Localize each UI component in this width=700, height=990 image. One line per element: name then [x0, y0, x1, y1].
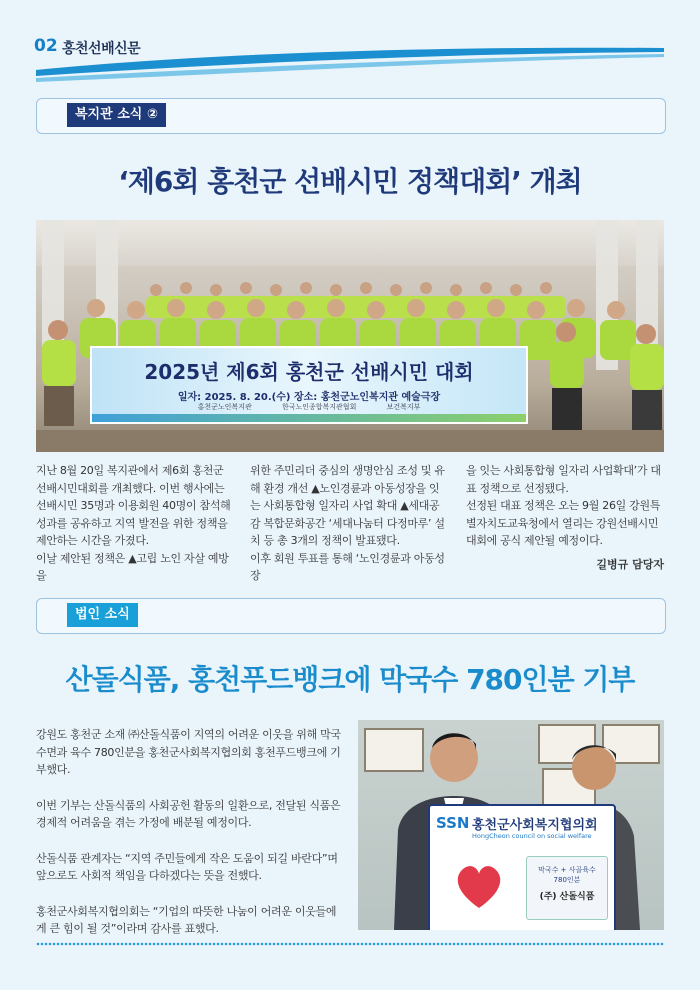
- event-banner: [90, 346, 528, 424]
- paragraph: 홍천군사회복지협의회는 “기업의 따뜻한 나눔이 어려운 이웃들에게 큰 힘이 될 것”이라며 감사를 표했다.: [36, 904, 337, 935]
- event-photo: [36, 220, 664, 452]
- article-column-3: [466, 462, 662, 550]
- section-header-corporation: [36, 598, 666, 634]
- donation-card: [526, 856, 608, 920]
- paragraph: 선정된 대표 정책은 오는 9월 26일 강원특별자치도교육청에서 열리는 강원선배시민대회에 공식 제안될 예정이다.: [466, 499, 661, 547]
- banner-logos: [92, 402, 526, 412]
- card-item: 막국수 + 사골육수: [538, 866, 596, 874]
- section-tag: 법인 소식: [67, 603, 138, 627]
- sign-organization-name: 홍천군사회복지협의회: [472, 818, 598, 833]
- paragraph: 이번 기부는 산돌식품의 사회공헌 활동의 일환으로, 전달된 식품은 경제적 어려움을 겪는 가정에 배분될 예정이다.: [36, 798, 341, 829]
- article-headline: 산돌식품, 홍천푸드뱅크에 막국수 780인분 기부: [65, 663, 635, 696]
- article-headline: ‘제6회 홍천군 선배시민 정책대회’ 개최: [118, 165, 582, 198]
- article-column-2: [250, 462, 446, 585]
- article-column-1: [36, 462, 232, 585]
- section-header-welfare: [36, 98, 666, 134]
- banner-stripe: [92, 414, 526, 422]
- paragraph: 강원도 홍천군 소재 ㈜산돌식품이 지역의 어려운 이웃을 위해 막국수면과 육수 780인분을 홍천군사회복지협의회 홍천푸드뱅크에 기부했다.: [36, 728, 341, 776]
- ssn-logo: SSN: [436, 814, 470, 832]
- bottom-dotted-divider: [36, 942, 664, 946]
- section-tag: 복지관 소식 ②: [67, 103, 166, 127]
- masthead-logo: 홍천선배신문: [62, 41, 141, 57]
- donation-article-body: [36, 726, 346, 956]
- paragraph: 이날 제안된 정책은 ▲고립 노인 자살 예방을: [36, 551, 229, 582]
- banner-date-venue: 일자: 2025. 8. 20.(수) 장소: 홍천군노인복지관 예술극장: [177, 392, 441, 403]
- paragraph: 을 잇는 사회통합형 일자리 사업확대’가 대표 정책으로 선정됐다.: [466, 464, 661, 495]
- paragraph: 이후 회원 투표를 통해 ‘노인경륜과 아동성장: [250, 551, 445, 582]
- donation-photo: [358, 720, 664, 930]
- paragraph: 산돌식품 관계자는 “지역 주민들에게 작은 도움이 되길 바란다”며 앞으로도 사회적 책임을 다하겠다는 뜻을 전했다.: [36, 851, 338, 882]
- sign-english-name: HongCheon council on social welfare: [472, 832, 592, 840]
- card-quantity: 780인분: [553, 876, 581, 884]
- paragraph: 지난 8월 20일 복지관에서 제6회 홍천군 선배시민대회를 개최했다. 이번 행사에는 선배시민 35명과 이용회원 40명이 참석해 성과를 공유하고 지역 발전을 위한 정책을 제안하는 시간을 가졌다.: [36, 464, 231, 547]
- paragraph: 위한 주민리더 중심의 생명안심 조성 및 유해 환경 개선 ▲노인경륜과 아동성장을 잇는 사회통합형 일자리 사업 확대 ▲세대공감 복합문화공간 ‘세대나눔터 다정마루’ 설치 등 총 3개의 정책이 발표됐다.: [250, 464, 445, 547]
- logo-welfare-center: 홍천군노인복지관: [197, 403, 252, 411]
- header-wave-graphic: [0, 40, 700, 84]
- page-number: 02: [34, 36, 58, 56]
- article-author: 길병규 담당자: [596, 558, 664, 571]
- heart-icon: [450, 856, 508, 914]
- card-company: (주) 산돌식품: [539, 892, 595, 902]
- logo-ministry: 보건복지부: [386, 403, 421, 411]
- banner-title: 2025년 제6회 홍천군 선배시민 대회: [144, 360, 474, 384]
- donation-sign: [428, 804, 616, 930]
- logo-association: 한국노인종합복지관협회: [281, 403, 357, 411]
